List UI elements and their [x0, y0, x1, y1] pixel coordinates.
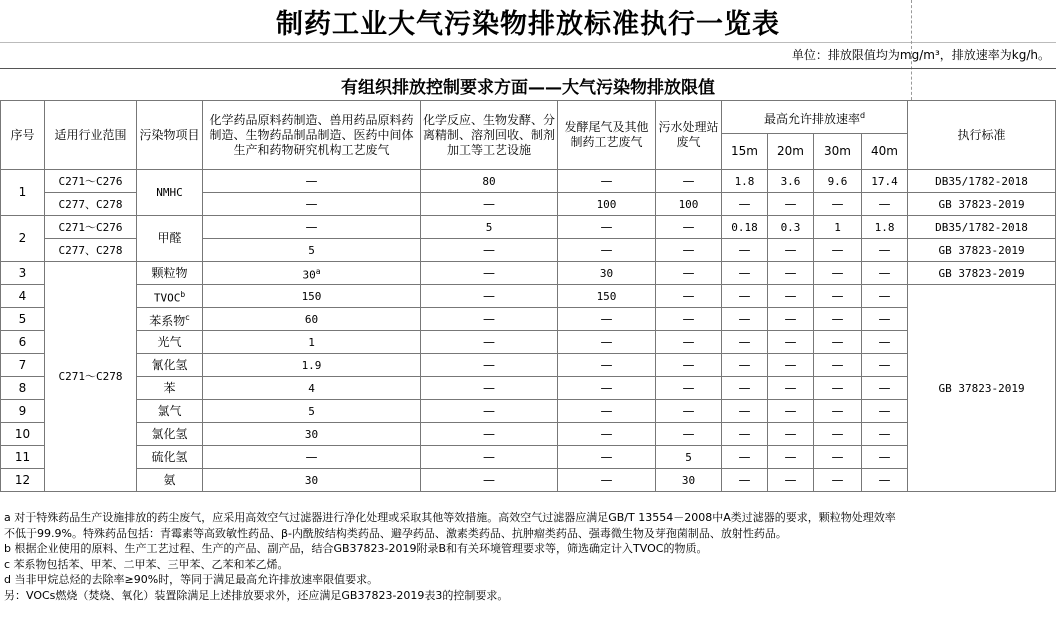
cell-pollutant-value: TVOC [153, 291, 181, 305]
header-h20: 20m [768, 134, 814, 170]
cell-standard-group: GB 37823-2019 [908, 285, 1056, 492]
cell-seq: 11 [1, 446, 45, 469]
cell-h20: — [768, 308, 814, 331]
cell-industry: C277、C278 [45, 193, 137, 216]
cell-b: — [421, 285, 558, 308]
cell-b: — [421, 308, 558, 331]
cell-standard: GB 37823-2019 [908, 193, 1056, 216]
cell-c: — [558, 400, 656, 423]
header-rate-label: 最高允许排放速率 [763, 111, 860, 126]
cell-industry-group: C271～C278 [45, 262, 137, 492]
cell-h40: — [862, 446, 908, 469]
cell-pollutant: 氯化氢 [137, 423, 203, 446]
cell-c: — [558, 423, 656, 446]
cell-c: — [558, 308, 656, 331]
cell-h15: 1.8 [722, 170, 768, 193]
cell-d: — [656, 262, 722, 285]
cell-h15: — [722, 239, 768, 262]
cell-c: 100 [558, 193, 656, 216]
table-row [1, 170, 1056, 193]
cell-b: — [421, 193, 558, 216]
cell-c: — [558, 377, 656, 400]
cell-seq: 5 [1, 308, 45, 331]
cell-d: — [656, 308, 722, 331]
divider [0, 68, 1056, 69]
cell-h20: — [768, 377, 814, 400]
cell-seq: 8 [1, 377, 45, 400]
cell-pollutant: 氨 [137, 469, 203, 492]
cell-h15: — [722, 377, 768, 400]
cell-seq: 1 [1, 170, 45, 216]
footnote-a-line1: a 对于特殊药品生产设施排放的药尘废气，应采用高效空气过滤器进行净化处理或采取其他等效措施。高效空气过滤器应满足GB/T 13554－2008中A类过滤器的要求，颗粒物处理效率 [4, 511, 896, 524]
cell-seq: 2 [1, 216, 45, 262]
footnote-a-line2: 不低于99.9%。特殊药品包括：青霉素等高致敏性药品、β-内酰胺结构类药品、避孕药品、激素类药品、抗肿瘤类药品、强毒微生物及芽孢菌制品、放射性药品。 [4, 526, 787, 540]
cell-h30: — [814, 285, 862, 308]
cell-h40: — [862, 193, 908, 216]
cell-d: 100 [656, 193, 722, 216]
cell-h40: — [862, 423, 908, 446]
table-row [1, 262, 1056, 285]
cell-h30: — [814, 354, 862, 377]
cell-h30: — [814, 262, 862, 285]
table-row [1, 331, 1056, 354]
cell-a: 30 [203, 423, 421, 446]
cell-standard: GB 37823-2019 [908, 239, 1056, 262]
cell-b: — [421, 400, 558, 423]
cell-seq: 6 [1, 331, 45, 354]
cell-h15: — [722, 308, 768, 331]
cell-h30: — [814, 331, 862, 354]
footnote-b: b 根据企业使用的原料、生产工艺过程、生产的产品、副产品，结合GB37823-2019附录B和有关环境管理要求等，筛选确定计入TVOC的物质。 [4, 542, 708, 555]
cell-c: — [558, 469, 656, 492]
cell-a-value: 30 [302, 268, 316, 282]
cell-c: 150 [558, 285, 656, 308]
cell-h15: — [722, 423, 768, 446]
cell-a: 1 [203, 331, 421, 354]
cell-d: 30 [656, 469, 722, 492]
cell-c: 30 [558, 262, 656, 285]
header-h15: 15m [722, 134, 768, 170]
cell-a: 5 [203, 239, 421, 262]
cell-h15: — [722, 285, 768, 308]
cell-h40: — [862, 239, 908, 262]
cell-h20: — [768, 239, 814, 262]
cell-h20: — [768, 354, 814, 377]
cell-a: — [203, 170, 421, 193]
cell-h30: — [814, 423, 862, 446]
cell-h20: — [768, 446, 814, 469]
table-row [1, 400, 1056, 423]
cell-h40: — [862, 354, 908, 377]
cell-b: — [421, 354, 558, 377]
cell-b: 5 [421, 216, 558, 239]
cell-d: 5 [656, 446, 722, 469]
cell-b: — [421, 262, 558, 285]
cell-a: — [203, 446, 421, 469]
cell-standard: GB 37823-2019 [908, 262, 1056, 285]
cell-pollutant: 硫化氢 [137, 446, 203, 469]
cell-pollutant: 氰化氢 [137, 354, 203, 377]
cell-d: — [656, 354, 722, 377]
cell-pollutant [137, 308, 203, 331]
cell-h20: — [768, 469, 814, 492]
cell-b: — [421, 377, 558, 400]
header-col-c: 发酵尾气及其他制药工艺废气 [558, 101, 656, 170]
cell-h40: — [862, 262, 908, 285]
cell-d: — [656, 400, 722, 423]
cell-b: — [421, 331, 558, 354]
cell-h30: — [814, 400, 862, 423]
header-h30: 30m [814, 134, 862, 170]
cell-d: — [656, 285, 722, 308]
table-row [1, 308, 1056, 331]
cell-a: 5 [203, 400, 421, 423]
cell-h15: — [722, 354, 768, 377]
cell-h40: 1.8 [862, 216, 908, 239]
cell-h15: — [722, 193, 768, 216]
cell-d: — [656, 331, 722, 354]
table-row [1, 446, 1056, 469]
cell-c: — [558, 239, 656, 262]
cell-a: — [203, 216, 421, 239]
header-standard: 执行标准 [908, 101, 1056, 170]
cell-a: 60 [203, 308, 421, 331]
footnote-other: 另：VOCs燃烧（焚烧、氧化）装置除满足上述排放要求外，还应满足GB37823-2019表3的控制要求。 [4, 588, 509, 602]
cell-b: — [421, 469, 558, 492]
footnote-d: d 当非甲烷总烃的去除率≥90%时，等同于满足最高允许排放速率限值要求。 [4, 573, 379, 586]
cell-pollutant-sup: b [180, 289, 186, 299]
cell-pollutant-sup: c [185, 312, 190, 322]
cell-h30: 9.6 [814, 170, 862, 193]
cell-h20: 3.6 [768, 170, 814, 193]
cell-h30: — [814, 308, 862, 331]
cell-seq: 7 [1, 354, 45, 377]
cell-d: — [656, 377, 722, 400]
cell-b: — [421, 239, 558, 262]
header-h40: 40m [862, 134, 908, 170]
cell-industry: C271～C276 [45, 170, 137, 193]
section-subtitle: 有组织排放控制要求方面——大气污染物排放限值 [341, 77, 715, 98]
cell-h40: — [862, 285, 908, 308]
cell-h40: 17.4 [862, 170, 908, 193]
cell-h15: — [722, 331, 768, 354]
cell-a: 4 [203, 377, 421, 400]
cell-b: — [421, 446, 558, 469]
cell-industry: C271～C276 [45, 216, 137, 239]
cell-h20: — [768, 262, 814, 285]
cell-seq: 4 [1, 285, 45, 308]
cell-h15: — [722, 400, 768, 423]
cell-d: — [656, 216, 722, 239]
table-row [1, 354, 1056, 377]
header-pollutant: 污染物项目 [137, 101, 203, 170]
table-row [1, 285, 1056, 308]
cell-seq: 9 [1, 400, 45, 423]
cell-h30: — [814, 377, 862, 400]
header-col-b: 化学反应、生物发酵、分离精制、溶剂回收、制剂加工等工艺设施 [421, 101, 558, 170]
cell-h20: — [768, 331, 814, 354]
header-col-a: 化学药品原料药制造、兽用药品原料药制造、生物药品制品制造、医药中间体生产和药物研究机构工艺废气 [203, 101, 421, 170]
cell-pollutant-value: 苯系物 [149, 313, 186, 328]
cell-a: — [203, 193, 421, 216]
cell-c: — [558, 170, 656, 193]
cell-h30: — [814, 446, 862, 469]
header-row [1, 101, 1056, 134]
cell-c: — [558, 354, 656, 377]
cell-d: — [656, 170, 722, 193]
header-rate [722, 101, 908, 134]
header-seq: 序号 [1, 101, 45, 170]
header-rate-sup: d [859, 110, 866, 120]
cell-h30: 1 [814, 216, 862, 239]
cell-h20: 0.3 [768, 216, 814, 239]
cell-pollutant: 甲醛 [137, 216, 203, 262]
footnote-c: c 苯系物包括苯、甲苯、二甲苯、三甲苯、乙苯和苯乙烯。 [4, 557, 289, 571]
cell-h30: — [814, 239, 862, 262]
footnotes [0, 510, 1052, 621]
cell-c: — [558, 446, 656, 469]
cell-h20: — [768, 423, 814, 446]
cell-c: — [558, 216, 656, 239]
cell-a-sup: a [315, 266, 321, 276]
cell-standard: DB35/1782-2018 [908, 216, 1056, 239]
cell-a [203, 262, 421, 285]
cell-c: — [558, 331, 656, 354]
table-row [1, 216, 1056, 239]
cell-standard: DB35/1782-2018 [908, 170, 1056, 193]
cell-seq: 3 [1, 262, 45, 285]
table-row [1, 423, 1056, 446]
cell-d: — [656, 423, 722, 446]
cell-h15: — [722, 262, 768, 285]
cell-a: 1.9 [203, 354, 421, 377]
cell-h20: — [768, 285, 814, 308]
cell-h30: — [814, 193, 862, 216]
header-industry: 适用行业范围 [45, 101, 137, 170]
page-title: 制药工业大气污染物排放标准执行一览表 [0, 0, 1056, 42]
unit-note: 单位：排放限值均为mg/m³，排放速率为kg/h。 [791, 48, 1050, 62]
cell-h30: — [814, 469, 862, 492]
cell-seq: 10 [1, 423, 45, 446]
cell-h40: — [862, 377, 908, 400]
cell-h20: — [768, 193, 814, 216]
cell-b: — [421, 423, 558, 446]
cell-a: 150 [203, 285, 421, 308]
table-row [1, 377, 1056, 400]
cell-h40: — [862, 469, 908, 492]
cell-pollutant [137, 285, 203, 308]
cell-h40: — [862, 331, 908, 354]
cell-h15: 0.18 [722, 216, 768, 239]
cell-b: 80 [421, 170, 558, 193]
header-col-d: 污水处理站废气 [656, 101, 722, 170]
cell-pollutant: NMHC [137, 170, 203, 216]
cell-a: 30 [203, 469, 421, 492]
cell-pollutant: 氯气 [137, 400, 203, 423]
cell-pollutant: 颗粒物 [137, 262, 203, 285]
cell-h40: — [862, 400, 908, 423]
cell-d: — [656, 239, 722, 262]
emission-limits-table [0, 100, 1056, 492]
cell-h40: — [862, 308, 908, 331]
cell-pollutant: 苯 [137, 377, 203, 400]
cell-h15: — [722, 446, 768, 469]
table-row [1, 469, 1056, 492]
cell-h15: — [722, 469, 768, 492]
cell-h20: — [768, 400, 814, 423]
cell-industry: C277、C278 [45, 239, 137, 262]
cell-seq: 12 [1, 469, 45, 492]
cell-pollutant: 光气 [137, 331, 203, 354]
